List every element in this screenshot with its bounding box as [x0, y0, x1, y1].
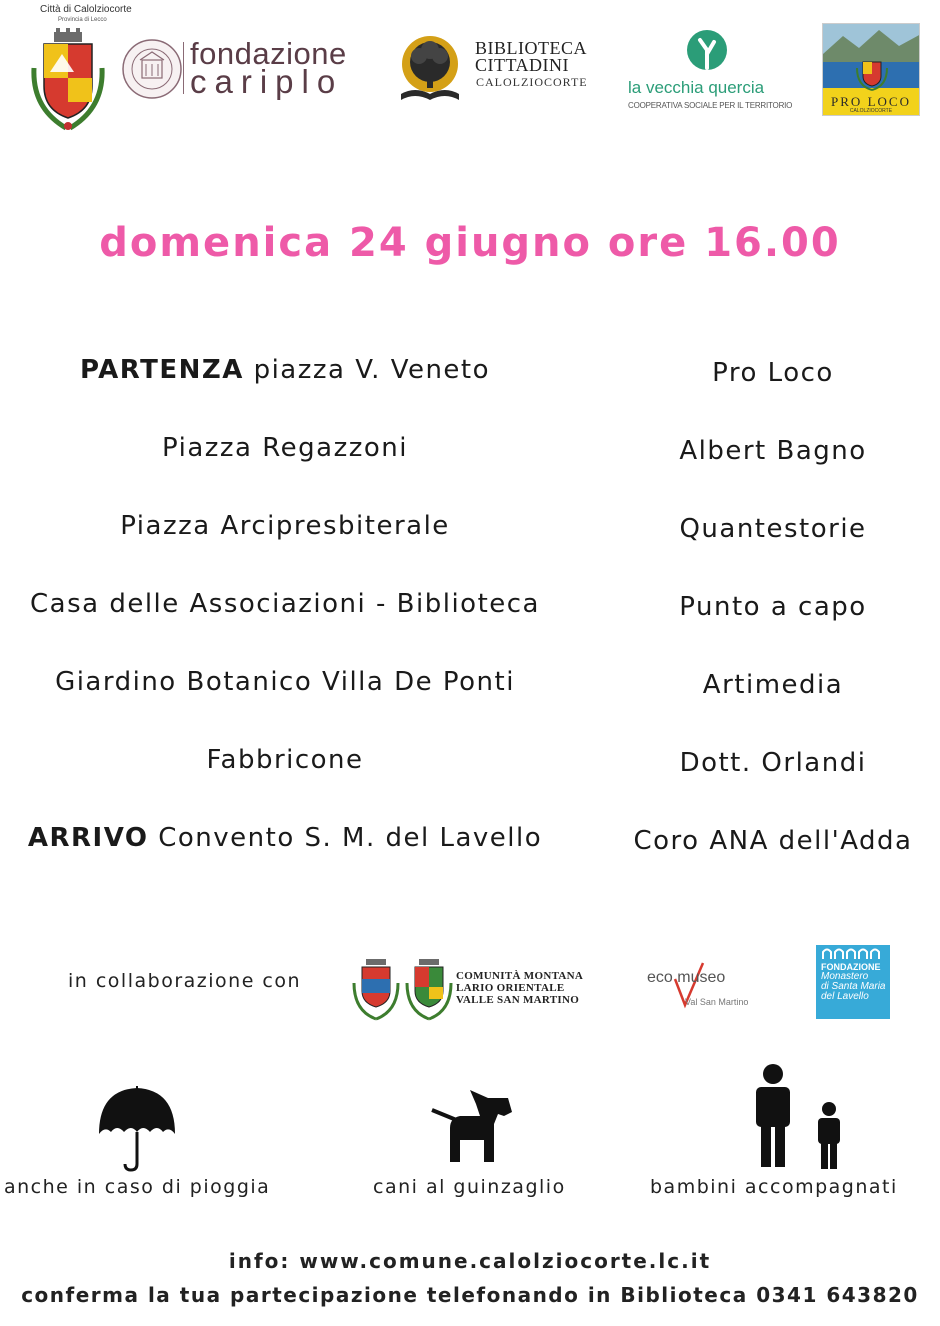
biblioteca-line2: CITTADINI [475, 55, 570, 75]
comunita-coat-of-arms-icon [405, 957, 453, 1023]
biblioteca-tree-icon [395, 34, 465, 108]
route-stop [0, 745, 570, 775]
info-website: info: www.comune.calolziocorte.lc.it [228, 1249, 712, 1273]
cariplo-divider [183, 42, 184, 94]
route-stop-name: Casa delle Associazioni - Biblioteca [29, 589, 540, 619]
route-end-place: Convento S. M. del Lavello [148, 823, 543, 853]
ecomuseo-logo [645, 945, 753, 1035]
biblioteca-line3: CALOLZIOCORTE [476, 75, 588, 89]
partner-name: Albert Bagno [679, 436, 867, 466]
city-name: Città di Calolziocorte [40, 4, 132, 15]
fondazione-monastero-logo [816, 945, 890, 1019]
confirm-phone: conferma la tua partecipazione telefonando in Biblioteca 0341 643820 [21, 1283, 919, 1307]
comunita-line3: VALLE SAN MARTINO [456, 994, 580, 1006]
vecchia-quercia-subtitle: COOPERATIVA SOCIALE PER IL TERRITORIO [628, 101, 793, 110]
route-stop [0, 511, 570, 541]
ecomuseo-subtitle: Val San Martino [685, 997, 749, 1007]
adult-child-icon [750, 1063, 850, 1171]
route-stop-name: Giardino Botanico Villa De Ponti [55, 667, 515, 697]
route-stop-name: Fabbricone [206, 745, 364, 775]
partner-name: Pro Loco [712, 358, 834, 388]
monastero-line2: Monastero [821, 971, 869, 982]
pro-loco-title: PRO LOCO [831, 94, 911, 109]
partner-name: Artimedia [702, 670, 844, 700]
comunita-line2: LARIO ORIENTALE [456, 982, 565, 994]
monastero-line1: FONDAZIONE [821, 962, 881, 972]
city-province: Provincia di Lecco [58, 17, 107, 23]
route-stop-name: Piazza Arcipresbiterale [120, 511, 450, 541]
route-start-label: PARTENZA [79, 355, 244, 385]
route-start-place: piazza V. Veneto [243, 355, 491, 385]
cariplo-medallion-icon [121, 38, 183, 100]
partner-name: Coro ANA dell'Adda [633, 826, 913, 856]
partner-name: Quantestorie [679, 514, 867, 544]
pro-loco-logo [822, 23, 920, 116]
partner-name: Dott. Orlandi [679, 748, 867, 778]
route-stop [0, 433, 570, 463]
comunita-coat-of-arms-icon [352, 957, 400, 1023]
ecomuseo-check-icon [645, 945, 753, 1035]
monastero-line3: di Santa Maria [821, 981, 886, 992]
city-coat-of-arms-icon [30, 28, 106, 132]
route-stop-end [0, 823, 570, 853]
monastero-line4: del Lavello [821, 991, 869, 1002]
fondazione-line2: cariplo [190, 63, 344, 100]
biblioteca-line1: BIBLIOTECA [475, 38, 587, 58]
route-end-label: ARRIVO [27, 823, 149, 853]
route-stop-name: Piazza Regazzoni [162, 433, 408, 463]
vecchia-quercia-tree-icon [686, 28, 728, 74]
event-date-headline: domenica 24 giugno ore 16.00 [99, 220, 841, 266]
partner-name: Punto a capo [679, 592, 867, 622]
kids-note: bambini accompagnati [650, 1176, 898, 1198]
vecchia-quercia-title: la vecchia quercia [628, 78, 765, 97]
collaboration-label: in collaborazione con [68, 970, 302, 992]
dogs-note: cani al guinzaglio [373, 1176, 566, 1198]
comunita-line1: COMUNITÀ MONTANA [456, 970, 584, 982]
route-stop [0, 589, 570, 619]
ecomuseo-title: eco museo [647, 969, 726, 986]
dog-on-leash-icon [430, 1088, 514, 1164]
umbrella-icon [97, 1086, 177, 1172]
fondazione-line1: fondazione [190, 36, 347, 71]
route-stop-start [0, 355, 570, 385]
rain-note: anche in caso di pioggia [4, 1176, 271, 1198]
pro-loco-subtitle: CALOLZIOCORTE [849, 108, 893, 114]
monastero-arches-icon [821, 947, 885, 959]
route-stop [0, 667, 570, 697]
